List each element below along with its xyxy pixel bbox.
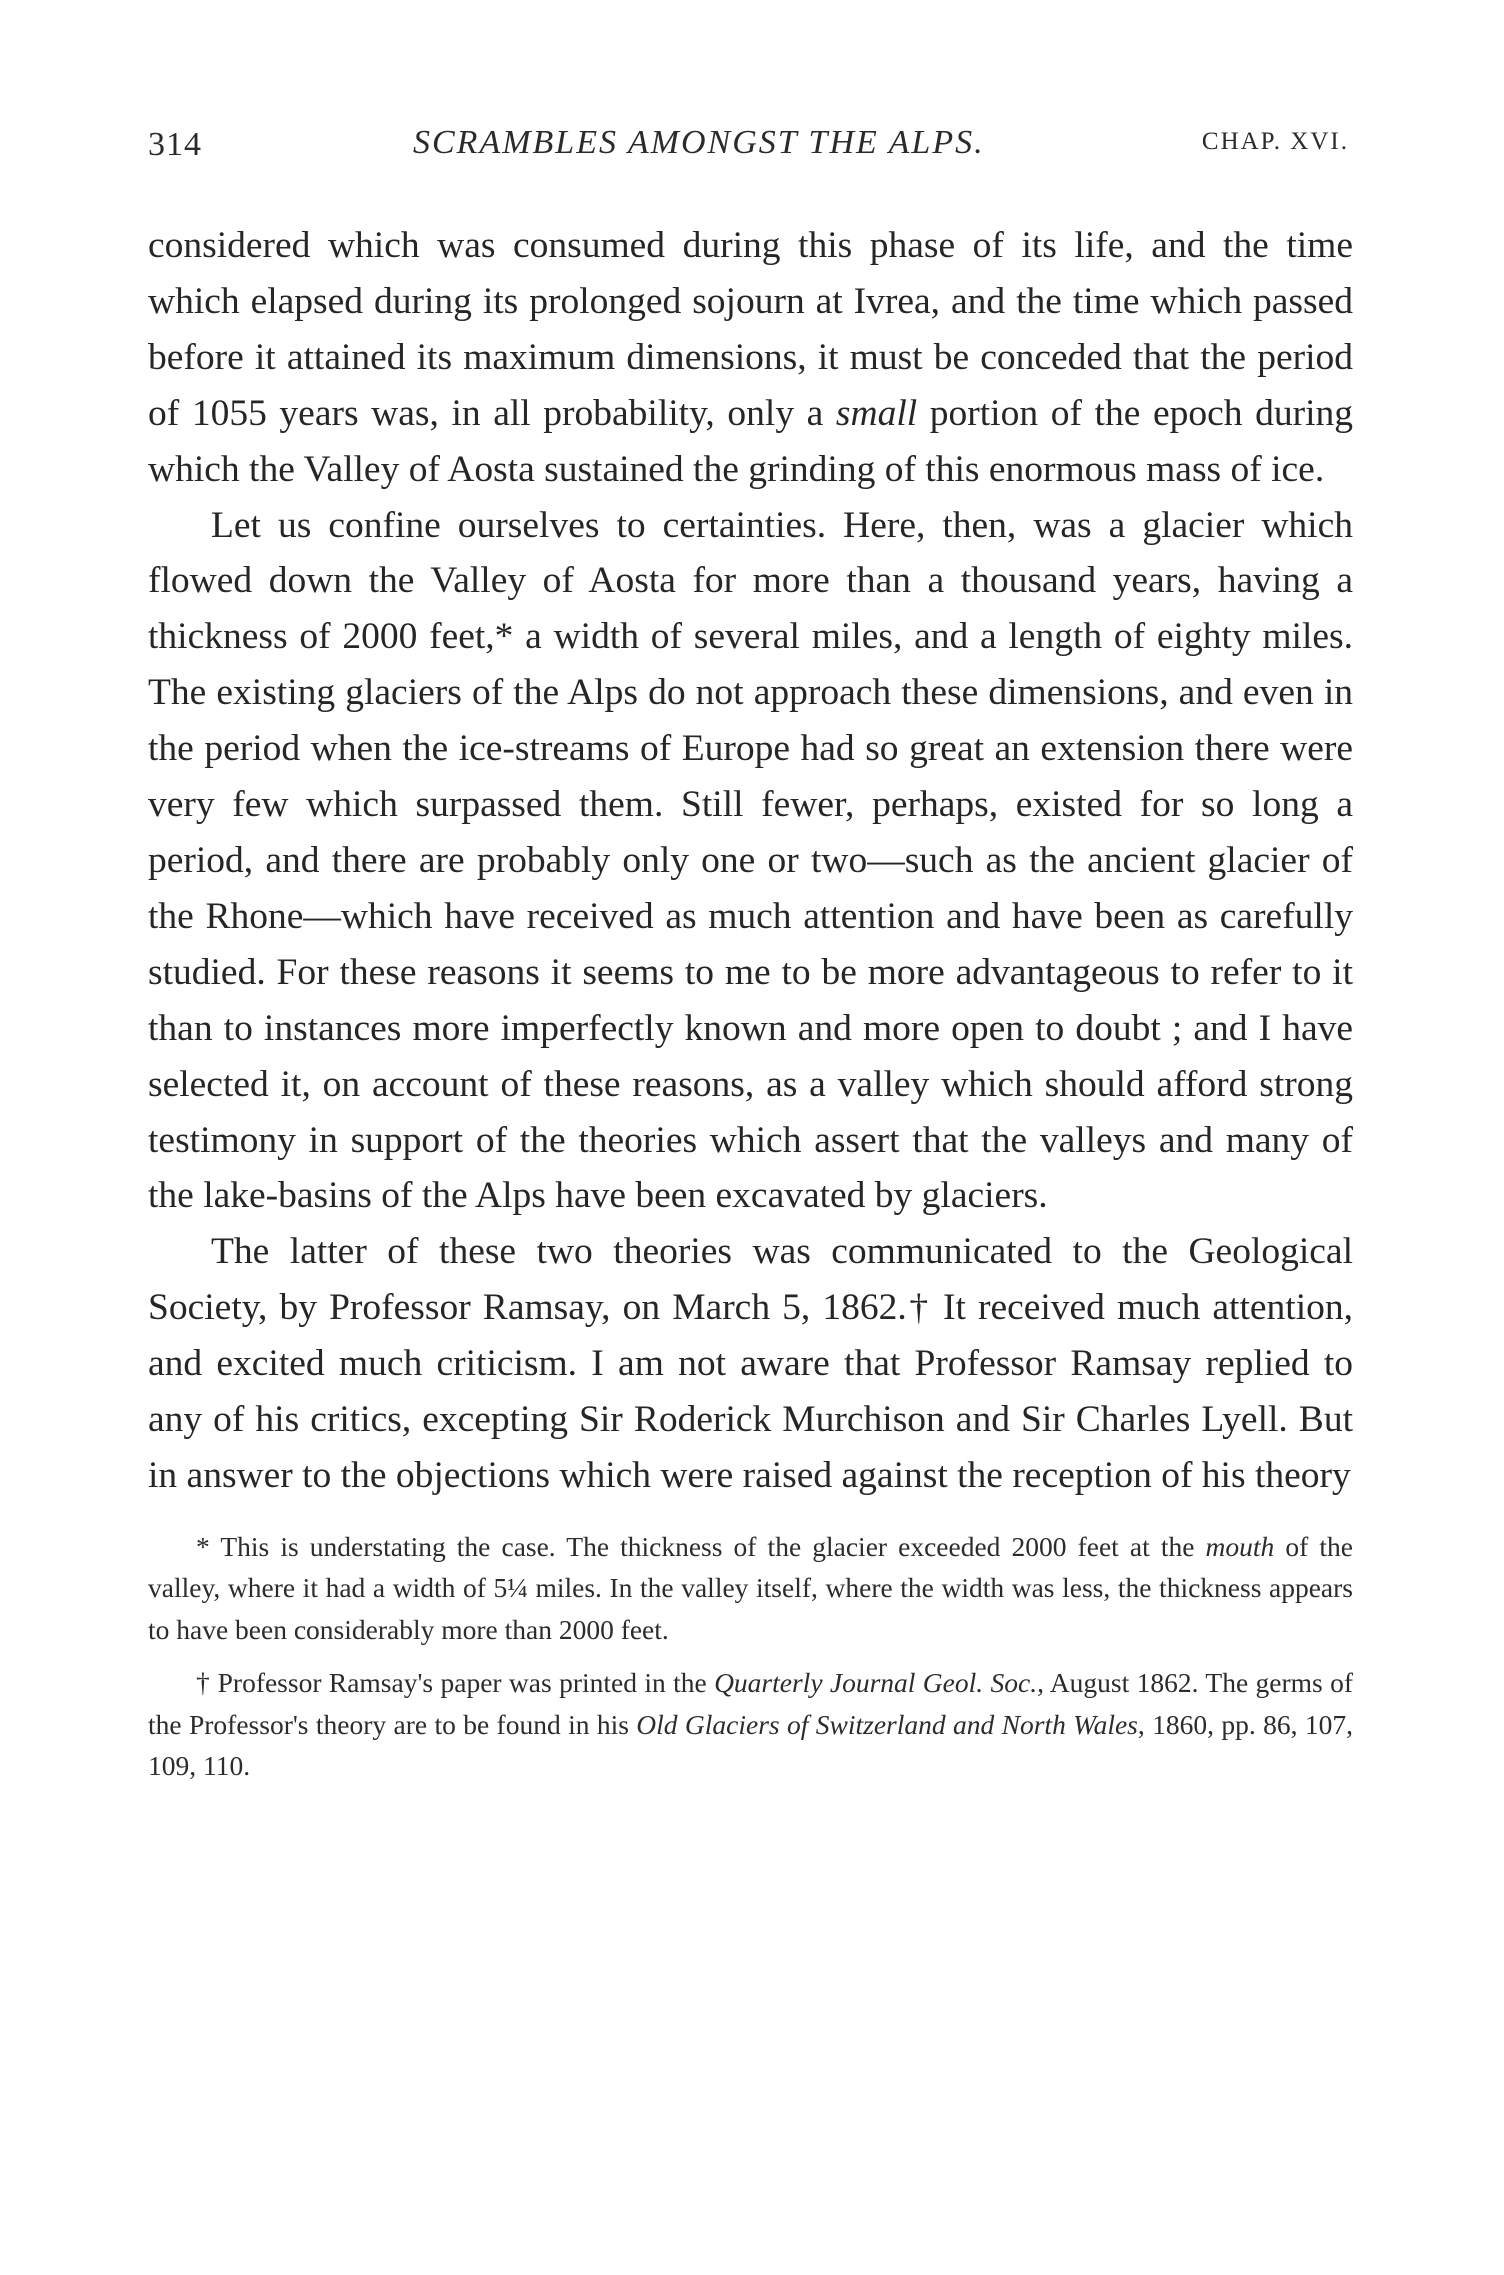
page-number: 314 [148,126,202,163]
footnote-2 [148,1662,1353,1787]
footnotes [148,1526,1353,1787]
running-head [148,118,1353,178]
footnote-mark: † [196,1667,211,1699]
journal-title: Quarterly Journal Geol. Soc. [714,1667,1038,1699]
book-page [148,118,1353,1787]
paragraph-text: The latter of these two theories was communicated to the Geological Society, by Professor Ramsay, on March 5, 1862. [148,1231,1353,1329]
footnote-text: , 1860, pp. 86, 107, 109, 110. [148,1708,1353,1782]
paragraph-text: Let us confine ourselves to certainties. Here, then, was a glacier which flowed down the Valley of Aosta for more than a thousand years, having a thickness of 2000 feet, [148,504,1353,658]
footnote-text: Professor Ramsay's paper was printed in the [210,1667,715,1699]
paragraph-text: portion of the epoch during which the Valley of Aosta sustained the grinding of this enormous mass of ice. [148,392,1353,490]
footnote-text: This is understating the case. The thickness of the glacier exceeded 2000 feet at the [209,1530,1206,1562]
footnote-text: , August 1862. The germs of the Professor's theory are to be found in his [148,1667,1353,1740]
footnote-ref-dagger: † [906,1287,931,1329]
paragraph-text: considered which was consumed during this phase of its life, and the time which elapsed during its prolonged sojourn at Ivrea, and the time which passed before it attained its maximum dimensions, it must be conceded that the period of 1055 years was, in all probability, only a [148,225,1353,434]
paragraph [148,218,1353,498]
italic-word: mouth [1205,1530,1275,1562]
paragraph-text: a width of several miles, and a length of eighty miles. The existing glaciers of the Alps do not approach these dimensions, and even in the period when the ice-streams of Europe had so great an extension there were very few which surpassed them. Still fewer, perhaps, existed for so long a period, and there are probably only one or two—such as the ancient glacier of the Rhone—which have received as much attention and have been as carefully studied. For these reasons it seems to me to be more advantageous to refer to it than to instances more imperfectly known and more open to doubt ; and I have selected it, on account of these reasons, as a valley which should afford strong testimony in support of the theories which assert that the valleys and many of the lake-basins of the Alps have been excavated by glaciers. [148,616,1353,1217]
paragraph [148,498,1353,1225]
body-text [148,218,1353,1504]
footnote-mark: * [196,1530,210,1562]
book-reference: Old Glaciers of Switzerland and North Wales [636,1708,1138,1740]
footnote-ref-star: * [494,616,514,658]
book-title: SCRAMBLES AMONGST THE ALPS. [413,124,985,161]
footnote-1 [148,1526,1353,1651]
footnote-text: of the valley, where it had a width of 5¼ miles. In the valley itself, where the width was less, the thickness appears to have been considerably more than 2000 feet. [148,1530,1353,1645]
italic-word: small [835,392,918,434]
paragraph-text: It received much attention, and excited much criticism. I am not aware that Professor Ramsay replied to any of his critics, excepting Sir Roderick Murchison and Sir Charles Lyell. But in answer to the objections which were raised against the reception of his theory [148,1287,1353,1496]
paragraph [148,1224,1353,1504]
chapter-label: CHAP. XVI. [1201,128,1349,155]
